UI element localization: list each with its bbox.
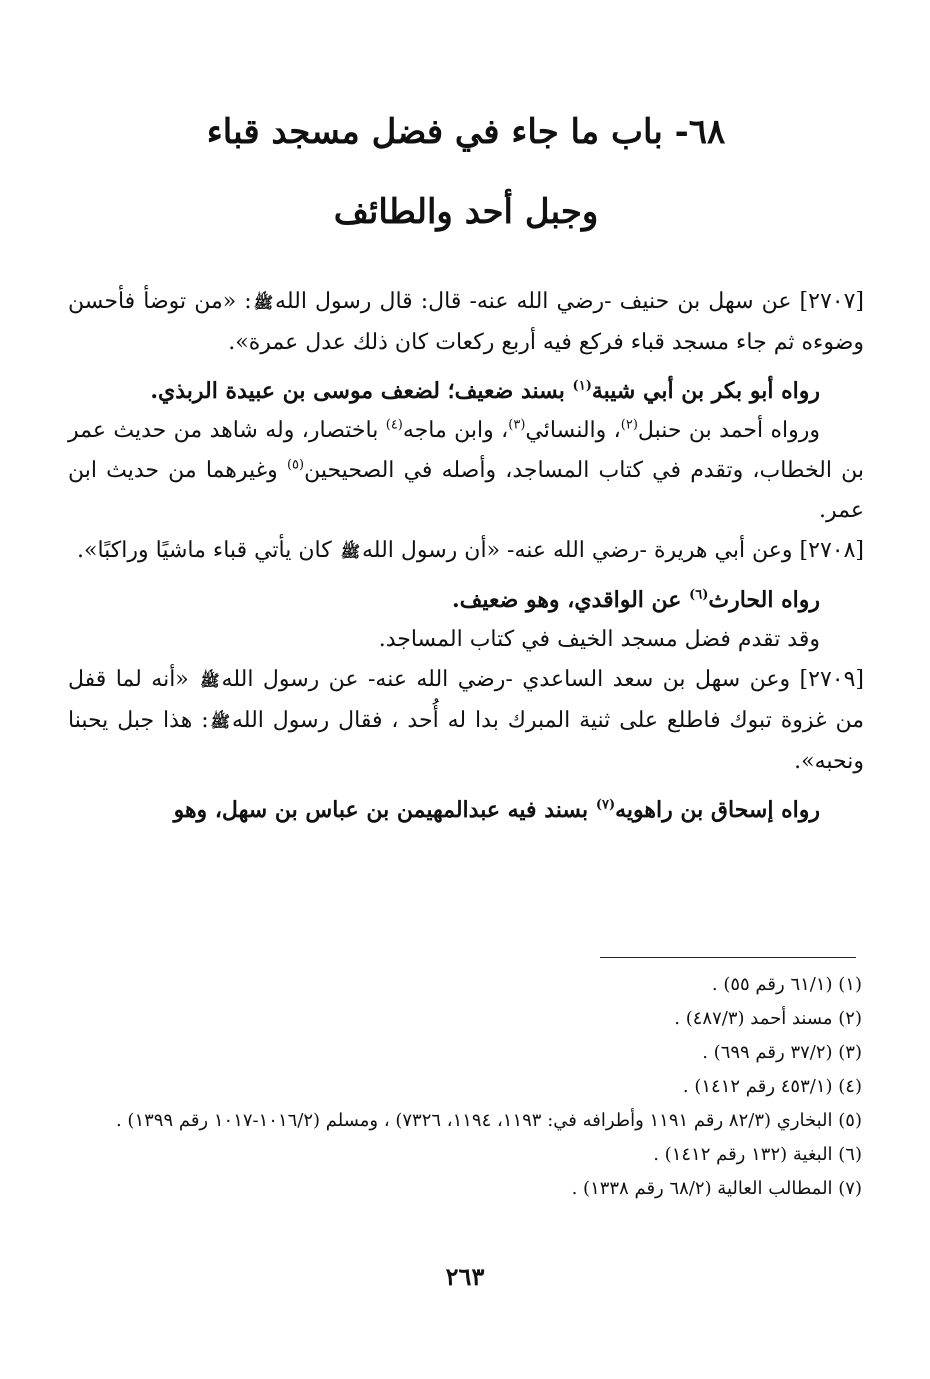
footnotes xyxy=(66,968,862,1206)
narration-2707-extra xyxy=(68,411,864,531)
narration-2708-extra: وقد تقدم فضل مسجد الخيف في كتاب المساجد. xyxy=(378,627,820,652)
narration-text: ، وابن ماجه xyxy=(402,418,509,443)
footnote-ref: (٦) xyxy=(689,587,709,603)
footnote-separator xyxy=(600,957,856,958)
narration-text: ورواه أحمد بن حنبل xyxy=(637,418,821,443)
footnote-ref: (٤) xyxy=(385,417,403,433)
footnote-2: (٢) مسند أحمد (٤٨٧/٣) . xyxy=(674,1008,862,1029)
footnote-ref: (٧) xyxy=(595,797,616,813)
hadith-text: : «من توضأ فأحسن وضوءه ثم جاء مسجد قباء فركع فيه أربع ركعات كان ذلك عدل عمرة». xyxy=(68,289,864,355)
footnote-5: (٥) البخاري (٨٢/٣ رقم ١١٩١ وأطرافه في: ١١٩٣، ١١٩٤، ٧٣٢٦) ، ومسلم (١٠١٦/٢-١٠١٧ رقم ١٣٩٩) . xyxy=(115,1110,862,1131)
footnote-ref: (٢) xyxy=(620,417,638,433)
footnote-ref: (٣) xyxy=(508,417,526,433)
narration-2707 xyxy=(68,371,864,411)
footnote-3: (٣) (٣٧/٢ رقم ٦٩٩) . xyxy=(702,1042,862,1063)
narration-text: رواه إسحاق بن راهويه xyxy=(615,797,820,823)
narration-2709 xyxy=(68,790,864,830)
footnote-6: (٦) البغية (١٣٢ رقم ١٤١٢) . xyxy=(653,1144,862,1165)
hadith-2708 xyxy=(68,531,864,572)
salawat-glyph: ﷺ xyxy=(210,712,230,731)
narration-text: وغيرهما من حديث ابن عمر. xyxy=(68,458,864,523)
narration-text: بسند ضعيف؛ لضعف موسى بن عبيدة الربذي. xyxy=(150,378,573,404)
narration-text: رواه الحارث xyxy=(708,587,820,613)
narration-text: باختصار، وله شاهد من حديث عمر بن الخطاب، وتقدم في كتاب المساجد، وأصله في الصحيحين xyxy=(68,418,864,483)
hadith-2709 xyxy=(68,660,864,782)
footnote-7: (٧) المطالب العالية (٦٨/٢ رقم ١٣٣٨) . xyxy=(571,1178,862,1199)
narration-text: عن الواقدي، وهو ضعيف. xyxy=(451,587,690,613)
salawat-glyph: ﷺ xyxy=(200,671,220,690)
hadith-text: : هذا جبل يحبنا ونحبه». xyxy=(68,708,864,774)
footnote-1: (١) (٦١/١ رقم ٥٥) . xyxy=(711,974,862,995)
footnote-ref: (١) xyxy=(572,378,592,394)
hadith-text: [٢٧٠٩] وعن سهل بن سعد الساعدي -رضي الله عنه- عن رسول الله xyxy=(221,667,864,692)
page-number: ٢٦٣ xyxy=(445,1262,485,1291)
hadith-text: كان يأتي قباء ماشيًا وراكبًا». xyxy=(77,538,339,563)
salawat-glyph: ﷺ xyxy=(340,542,361,561)
narration-text: بسند فيه عبدالمهيمن بن عباس بن سهل، وهو xyxy=(173,797,596,823)
narration-text: ، والنسائي xyxy=(525,418,621,443)
hadith-2707 xyxy=(68,282,864,363)
salawat-glyph: ﷺ xyxy=(253,293,274,312)
chapter-title-line2: وجبل أحد والطائف xyxy=(333,192,599,232)
narration-2708 xyxy=(68,580,864,620)
narration-text: رواه أبو بكر بن أبي شيبة xyxy=(591,378,820,404)
footnote-4: (٤) (٤٥٣/١ رقم ١٤١٢) . xyxy=(682,1076,862,1097)
hadith-text: [٢٧٠٨] وعن أبي هريرة -رضي الله عنه- «أن رسول الله xyxy=(362,538,864,563)
chapter-title-line1: ٦٨- باب ما جاء في فضل مسجد قباء xyxy=(206,112,726,152)
hadith-text: [٢٧٠٧] عن سهل بن حنيف -رضي الله عنه- قال: قال رسول الله xyxy=(275,289,864,314)
hadith-text: «أنه لما قفل من غزوة تبوك فاطلع على ثنية المبرك بدا له أُحد ، فقال رسول الله xyxy=(68,667,864,733)
footnote-ref: (٥) xyxy=(286,457,305,473)
main-text xyxy=(68,282,864,830)
